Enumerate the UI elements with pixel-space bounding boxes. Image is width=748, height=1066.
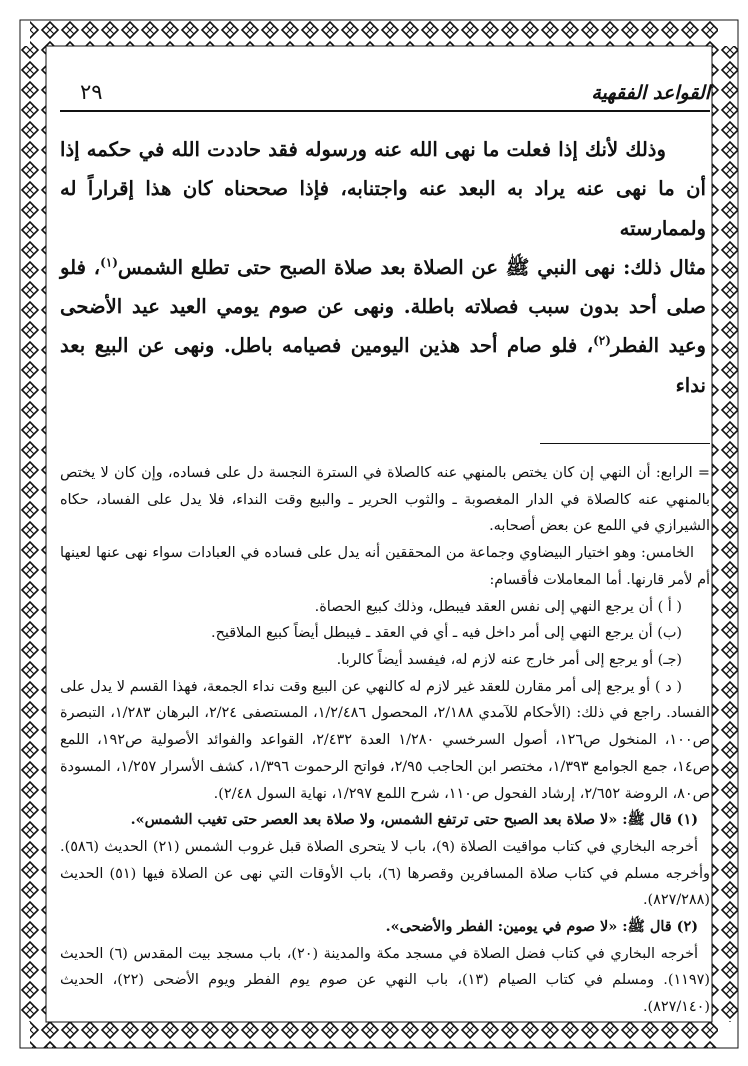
- paragraph: [60, 248, 706, 405]
- footnote-2-heading: (٢) قال ﷺ: «لا صوم في يومين: الفطر والأضحى».: [385, 918, 698, 936]
- footnote-separator: [540, 443, 710, 444]
- paragraph-text: ، فلو صام أحد هذين اليومين فصيامه باطل. ونهى عن البيع بعد نداء: [60, 334, 706, 397]
- page-number: ٢٩: [80, 80, 103, 104]
- footnote-list-item: (جـ) أو يرجع إلى أمر خارج عنه لازم له، فيفسد أيضاً كالربا.: [336, 652, 682, 668]
- book-title: القواعد الفقهية: [591, 82, 710, 104]
- footnote-paragraph: الخامس: وهو اختيار البيضاوي وجماعة من المحققين أنه يدل على فساده في العبادات سواء نهى عنها لعينها أم لأمر قارنها. أما المعاملات فأقسام:: [60, 545, 710, 588]
- footnote-2-body: أخرجه البخاري في كتاب فضل الصلاة في مسجد مكة والمدينة (٢٠)، باب مسجد بيت المقدس (٦) الحديث (١١٩٧). ومسلم في كتاب الصيام (١٣)، باب النهي عن صوم يوم الفطر ويوم الأضحى (٢٢)، الحديث (٨٢٧/١٤٠).: [60, 945, 710, 1016]
- footnote-paragraph: = الرابع: أن النهي إن كان يختص بالمنهي عنه كالصلاة في السترة النجسة دل على فساده، وإن كان لا يختص بالمنهي عنه كالصلاة في الدار المغصوبة ـ والثوب الحرير ـ والبيع وقت النداء، فلا يدل على الفساد، حكاه الشيرازي في اللمع عن بعض أصحابه.: [60, 465, 710, 535]
- book-page: [60, 78, 710, 1038]
- footnote-ref-1: (١): [100, 255, 118, 270]
- footnote-list-item: ( د ) أو يرجع إلى أمر مقارن للعقد غير لازم له كالنهي عن البيع وقت نداء الجمعة، فهذا القسم لا يدل على الفساد. راجع في ذلك: (الأحكام للآمدي ٢/١٨٨، المحصول ١/٢/٤٨٦، المستصفى ٢/٢٤، البرهان ١/٢٨٣، التبصرة ص١٠٠، المنخول ص١٢٦، أصول السرخسي ١/٢٨٠ العدة ٢/٤٣٢، القواعد والفوائد الأصولية ص١٩٢، اللمع ص١٤، جمع الجوامع ١/٣٩٣، مختصر ابن الحاجب ٢/٩٥، فواتح الرحموت ١/٣٩٦، كشف الأسرار ١/٢٥٧، المسودة ص٨٠، الروضة ٢/٦٥٢، إرشاد الفحول ص١١٠، شرح اللمع ١/٢٩٧، نهاية السول ٢/٤٨).: [60, 678, 710, 802]
- footnote-1-heading: (١) قال ﷺ: «لا صلاة بعد الصبح حتى ترتفع الشمس، ولا صلاة بعد العصر حتى تغيب الشمس».: [130, 811, 698, 829]
- paragraph-text: ، فلو صلى أحد بدون سبب فصلاته باطلة. ونهى عن صوم يومي العيد عيد الأضحى وعيد الفطر: [60, 255, 706, 358]
- running-header: [60, 78, 710, 112]
- main-text: [60, 130, 710, 405]
- paragraph-text: مثال ذلك: نهى النبي ﷺ عن الصلاة بعد صلاة الصبح حتى تطلع الشمس: [117, 255, 707, 279]
- footnotes: [60, 460, 710, 1021]
- footnote-1-body: أخرجه البخاري في كتاب مواقيت الصلاة (٩)، باب لا يتحرى الصلاة قبل غروب الشمس (٢١) الحديث (٥٨٦). وأخرجه مسلم في كتاب صلاة المسافرين وقصرها (٦)، باب الأوقات التي نهى عن الصلاة فيها (٥١) الحديث (٨٢٧/٢٨٨).: [60, 838, 711, 909]
- paragraph: وذلك لأنك إذا فعلت ما نهى الله عنه ورسوله فقد حاددت الله في حكمه إذا أن ما نهى عنه يراد به البعد عنه واجتنابه، فإذا صححناه كان هذا إقراراً له ولممارسته: [60, 138, 706, 240]
- footnote-list-item: ( أ ) أن يرجع النهي إلى نفس العقد فيبطل، وذلك كبيع الحصاة.: [314, 598, 682, 615]
- footnote-ref-2: (٢): [593, 333, 611, 348]
- footnote-list-item: (ب) أن يرجع النهي إلى أمر داخل فيه ـ أي في العقد ـ فيبطل أيضاً كبيع الملاقيح.: [211, 625, 682, 642]
